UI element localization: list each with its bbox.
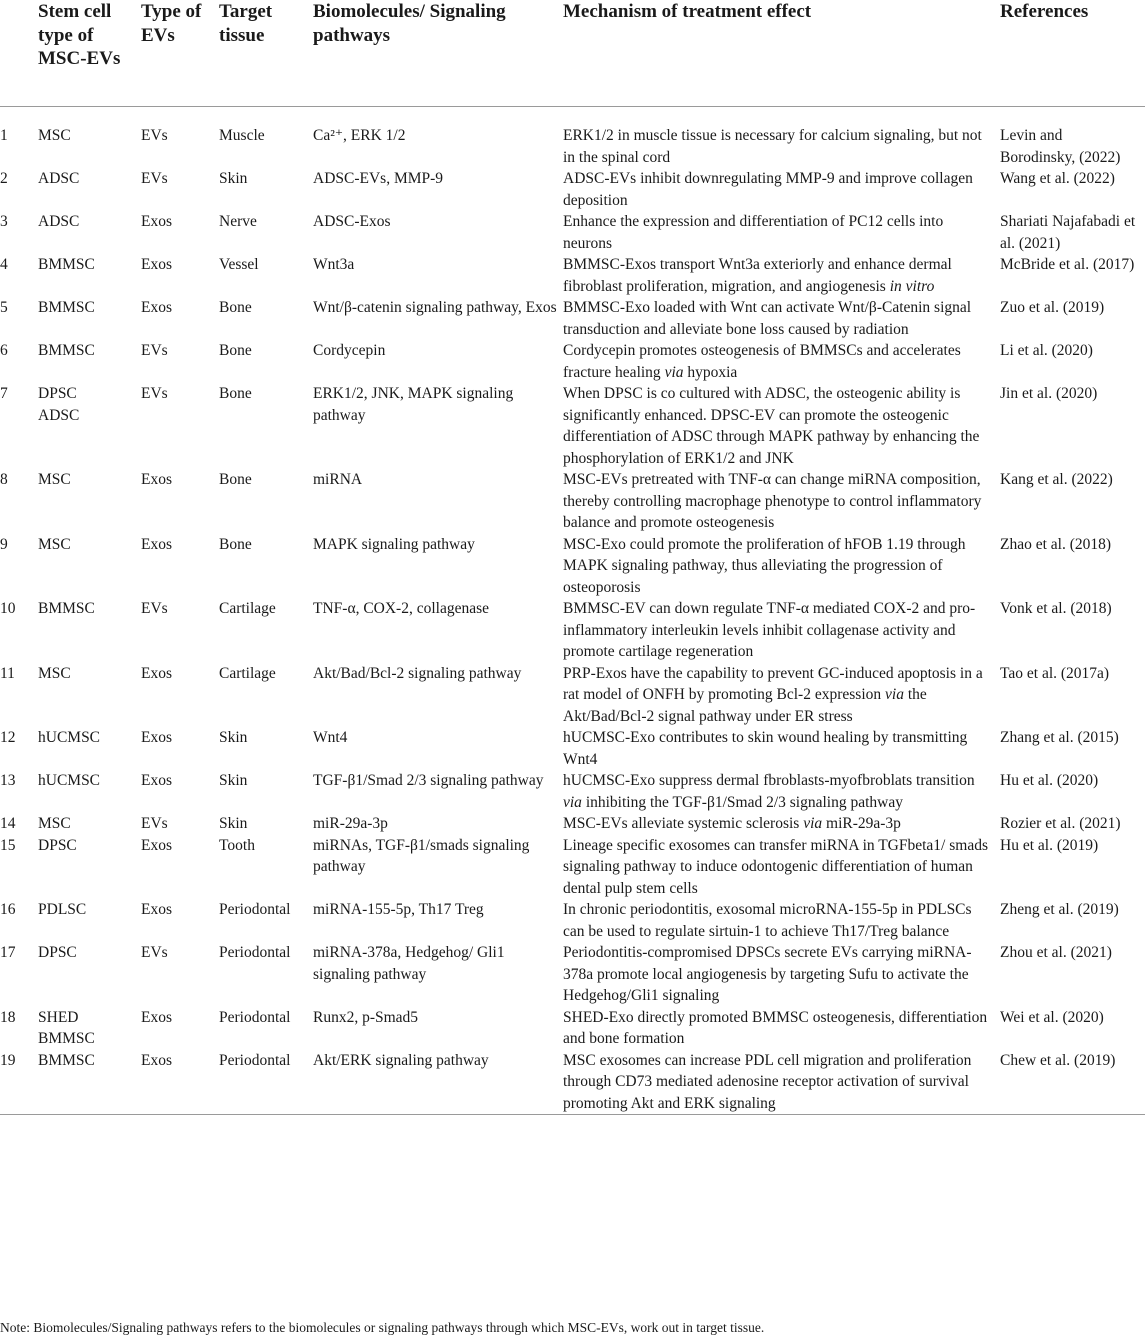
biomolecules: ERK1/2, JNK, MAPK signaling pathway: [313, 385, 514, 424]
stem-cell-line: MSC: [38, 815, 71, 832]
reference: Chew et al. (2019): [1000, 1050, 1145, 1115]
row-number: 3: [0, 213, 8, 230]
row-number: 6: [0, 342, 8, 359]
mechanism: hUCMSC-Exo contributes to skin wound healing by transmitting Wnt4: [563, 729, 968, 768]
table-row: [0, 297, 1145, 340]
target-tissue: Skin: [219, 729, 248, 746]
stem-cell-type: [38, 340, 141, 383]
row-number: 5: [0, 299, 8, 316]
mechanism: BMMSC-Exo loaded with Wnt can activate Wnt/β-Catenin signal transduction and alleviate bone loss caused by radiation: [563, 299, 972, 338]
stem-cell-type: [38, 813, 141, 835]
row-number: 9: [0, 535, 8, 553]
stem-cell-line: hUCMSC: [38, 729, 101, 746]
table-row: [0, 942, 1145, 1007]
biomolecules: Wnt4: [313, 729, 348, 746]
stem-cell-line: DPSC: [38, 385, 77, 402]
ev-type: Exos: [141, 535, 172, 553]
biomolecules: ADSC-EVs, MMP-9: [313, 170, 444, 187]
biomolecules: Wnt/β-catenin signaling pathway, Exos: [313, 299, 557, 316]
reference: Vonk et al. (2018): [1000, 600, 1112, 617]
table-row: [0, 383, 1145, 469]
reference: Zheng et al. (2019): [1000, 901, 1119, 918]
target-tissue: Nerve: [219, 213, 257, 230]
table-row: [0, 663, 1145, 728]
target-tissue: Periodontal: [219, 1050, 313, 1115]
row-number: 12: [0, 729, 16, 746]
reference: Hu et al. (2019): [1000, 836, 1099, 854]
target-tissue: Vessel: [219, 256, 259, 273]
target-tissue: Skin: [219, 170, 248, 187]
stem-cell-type: [38, 254, 141, 297]
mechanism: In chronic periodontitis, exosomal microRNA-155-5p in PDLSCs can be used to regulate sirtuin-1 to achieve Th17/Treg balance: [563, 901, 972, 940]
table-row: [0, 727, 1145, 770]
target-tissue: Bone: [219, 385, 252, 402]
biomolecules: miR-29a-3p: [313, 815, 388, 832]
mechanism: PRP-Exos have the capability to prevent GC-induced apoptosis in a rat model of ONFH by promoting Bcl-2 expression via the Akt/Bad/Bcl-2 signal pathway under ER stress: [563, 664, 983, 725]
table-row: [0, 598, 1145, 663]
ev-type: Exos: [141, 256, 172, 273]
stem-cell-type: [38, 663, 141, 728]
biomolecules: TGF-β1/Smad 2/3 signaling pathway: [313, 772, 544, 789]
stem-cell-line: hUCMSC: [38, 772, 101, 789]
target-tissue: Bone: [219, 299, 252, 316]
row-number: 10: [0, 600, 16, 617]
reference: McBride et al. (2017): [1000, 256, 1135, 273]
stem-cell-line: BMMSC: [38, 600, 95, 617]
biomolecules: Cordycepin: [313, 342, 386, 359]
table-note: Note: Biomolecules/Signaling pathways refers to the biomolecules or signaling pathways through which MSC-EVs, work out in target tissue.: [0, 1320, 765, 1335]
ev-type: Exos: [141, 213, 172, 230]
biomolecules: miRNA-155-5p, Th17 Treg: [313, 901, 484, 918]
stem-cell-line: ADSC: [38, 213, 80, 230]
ev-type: Exos: [141, 1050, 219, 1115]
table-row: [0, 254, 1145, 297]
stem-cell-line: MSC: [38, 535, 71, 553]
stem-cell-type: [38, 942, 141, 1007]
mechanism: BMMSC-Exos transport Wnt3a exteriorly and enhance dermal fibroblast proliferation, migration, and angiogenesis in vitro: [563, 256, 952, 295]
table-row: [0, 813, 1145, 835]
biomolecules: miRNA-378a, Hedgehog/ Gli1 signaling pathway: [313, 944, 505, 983]
stem-cell-type: [38, 469, 141, 534]
ev-type: Exos: [141, 299, 172, 316]
table-row: [0, 534, 1145, 599]
row-number: 4: [0, 256, 8, 273]
biomolecules: Akt/Bad/Bcl-2 signaling pathway: [313, 664, 522, 682]
reference: Zuo et al. (2019): [1000, 299, 1105, 316]
ev-type: Exos: [141, 729, 172, 746]
reference: Zhang et al. (2015): [1000, 729, 1119, 746]
biomolecules: ADSC-Exos: [313, 213, 391, 230]
target-tissue: Bone: [219, 342, 252, 359]
reference: Shariati Najafabadi et al. (2021): [1000, 213, 1136, 252]
ev-type: EVs: [141, 342, 168, 359]
mechanism: Enhance the expression and differentiation of PC12 cells into neurons: [563, 213, 944, 252]
stem-cell-type: [38, 1007, 141, 1050]
mechanism: ERK1/2 in muscle tissue is necessary for calcium signaling, but not in the spinal cord: [563, 127, 982, 166]
ev-type: EVs: [141, 127, 168, 144]
target-tissue: Cartilage: [219, 664, 276, 682]
table-row: [0, 1007, 1145, 1050]
row-number: 1: [0, 127, 8, 144]
row-number: 17: [0, 944, 16, 961]
header-stem-cell-type: Stem cell type of MSC-EVs: [38, 0, 141, 107]
stem-cell-line: BMMSC: [38, 1051, 95, 1069]
row-number: 13: [0, 772, 16, 789]
biomolecules: miRNAs, TGF-β1/smads signaling pathway: [313, 836, 530, 875]
ev-type: EVs: [141, 944, 168, 961]
mechanism: Lineage specific exosomes can transfer miRNA in TGFbeta1/ smads signaling pathway to induce odontogenic differentiation of human dental pulp stem cells: [563, 836, 988, 897]
stem-cell-type: [38, 107, 141, 169]
mechanism: Cordycepin promotes osteogenesis of BMMSCs and accelerates fracture healing via hypoxia: [563, 342, 961, 381]
reference: Wei et al. (2020): [1000, 1008, 1104, 1026]
mechanism: MSC-Exo could promote the proliferation of hFOB 1.19 through MAPK signaling pathway, thus alleviating the progression of osteoporosis: [563, 535, 966, 596]
table-row: [0, 835, 1145, 900]
reference: Kang et al. (2022): [1000, 471, 1113, 488]
target-tissue: Bone: [219, 471, 252, 488]
target-tissue: Skin: [219, 772, 248, 789]
stem-cell-type: [38, 770, 141, 813]
stem-cell-line: BMMSC: [38, 342, 95, 359]
row-number: 19: [0, 1050, 38, 1115]
stem-cell-type: [38, 1050, 141, 1115]
table-body: [0, 107, 1145, 1115]
header-target-tissue: Target tissue: [219, 0, 313, 107]
row-number: 11: [0, 664, 15, 682]
stem-cell-line: DPSC: [38, 944, 77, 961]
ev-type: EVs: [141, 385, 168, 402]
stem-cell-line: PDLSC: [38, 901, 87, 918]
table-row: [0, 107, 1145, 169]
mechanism: MSC-EVs pretreated with TNF-α can change miRNA composition, thereby controlling macrophage phenotype to control inflammatory balance and promote osteogenesis: [563, 471, 982, 531]
table-row: [0, 770, 1145, 813]
table-row: [0, 211, 1145, 254]
target-tissue: Muscle: [219, 127, 265, 144]
table-row: [0, 168, 1145, 211]
ev-type: Exos: [141, 471, 172, 488]
mechanism: ADSC-EVs inhibit downregulating MMP-9 and improve collagen deposition: [563, 170, 973, 209]
ev-type: Exos: [141, 836, 172, 854]
header-type-of-evs: Type of EVs: [141, 0, 219, 107]
reference: Li et al. (2020): [1000, 342, 1093, 359]
stem-cell-line: SHED: [38, 1008, 79, 1026]
header-mechanism: Mechanism of treatment effect: [563, 0, 1000, 107]
mechanism: MSC-EVs alleviate systemic sclerosis via miR-29a-3p: [563, 815, 901, 832]
reference: Wang et al. (2022): [1000, 170, 1115, 187]
mechanism: SHED-Exo directly promoted BMMSC osteogenesis, differentiation and bone formation: [563, 1008, 988, 1047]
reference: Rozier et al. (2021): [1000, 815, 1121, 832]
stem-cell-line: MSC: [38, 127, 71, 144]
biomolecules: miRNA: [313, 471, 363, 488]
ev-type: EVs: [141, 815, 168, 832]
mechanism: Periodontitis-compromised DPSCs secrete EVs carrying miRNA-378a promote local angiogenesis by targeting Sufu to activate the Hedgehog/Gli1 signaling: [563, 944, 972, 1004]
stem-cell-line: MSC: [38, 471, 71, 488]
reference: Zhao et al. (2018): [1000, 535, 1112, 553]
header-num: [0, 0, 38, 107]
biomolecules: Akt/ERK signaling pathway: [313, 1050, 563, 1115]
header-biomolecules: Biomolecules/ Signaling pathways: [313, 0, 563, 107]
row-number: 15: [0, 836, 16, 854]
stem-cell-line: BMMSC: [38, 1030, 95, 1047]
stem-cell-type: [38, 383, 141, 469]
stem-cell-type: [38, 534, 141, 599]
ev-type: Exos: [141, 1008, 172, 1026]
target-tissue: Periodontal: [219, 901, 291, 918]
table-row: [0, 469, 1145, 534]
table-row: [0, 340, 1145, 383]
stem-cell-type: [38, 598, 141, 663]
stem-cell-line: DPSC: [38, 836, 77, 854]
biomolecules: TNF-α, COX-2, collagenase: [313, 600, 489, 617]
header-references: References: [1000, 0, 1145, 107]
target-tissue: Periodontal: [219, 944, 291, 961]
target-tissue: Periodontal: [219, 1008, 291, 1026]
table-row: [0, 1050, 1145, 1115]
mechanism: BMMSC-EV can down regulate TNF-α mediated COX-2 and pro-inflammatory interleukin levels inhibit collagenase activity and promote cartilage regeneration: [563, 600, 976, 660]
biomolecules: Wnt3a: [313, 256, 355, 273]
target-tissue: Skin: [219, 815, 248, 832]
biomolecules: Ca²⁺, ERK 1/2: [313, 127, 406, 144]
mechanism: hUCMSC-Exo suppress dermal fbroblasts-myofbroblats transition via inhibiting the TGF-β1/Smad 2/3 signaling pathway: [563, 772, 975, 811]
ev-type: EVs: [141, 170, 168, 187]
stem-cell-line: ADSC: [38, 170, 80, 187]
biomolecules: Runx2, p-Smad5: [313, 1008, 419, 1026]
row-number: 18: [0, 1008, 16, 1026]
stem-cell-type: [38, 297, 141, 340]
reference: Zhou et al. (2021): [1000, 944, 1112, 961]
biomolecules: MAPK signaling pathway: [313, 535, 475, 553]
stem-cell-type: [38, 899, 141, 942]
reference: Hu et al. (2020): [1000, 772, 1099, 789]
target-tissue: Cartilage: [219, 600, 276, 617]
stem-cell-line: MSC: [38, 664, 71, 682]
reference: Levin and Borodinsky, (2022): [1000, 127, 1121, 166]
mechanism: MSC exosomes can increase PDL cell migration and proliferation through CD73 mediated adenosine receptor activation of survival promoting Akt and ERK signaling: [563, 1050, 1000, 1115]
row-number: 8: [0, 471, 8, 488]
stem-cell-line: BMMSC: [38, 299, 95, 316]
target-tissue: Tooth: [219, 836, 255, 854]
stem-cell-line: ADSC: [38, 406, 80, 424]
ev-type: EVs: [141, 600, 168, 617]
ev-type: Exos: [141, 901, 172, 918]
table-row: [0, 899, 1145, 942]
row-number: 16: [0, 901, 16, 918]
stem-cell-type: [38, 168, 141, 211]
row-number: 2: [0, 170, 8, 187]
stem-cell-type: [38, 211, 141, 254]
reference: Jin et al. (2020): [1000, 385, 1098, 402]
stem-cell-type: [38, 727, 141, 770]
row-number: 7: [0, 385, 8, 402]
mechanism: When DPSC is co cultured with ADSC, the osteogenic ability is significantly enhanced. DPSC-EV can promote the osteogenic differentiation of ADSC through MAPK pathway by enhancing the phosphorylation of ERK1/2 and JNK: [563, 385, 980, 467]
reference: Tao et al. (2017a): [1000, 664, 1110, 682]
target-tissue: Bone: [219, 535, 252, 553]
ev-type: Exos: [141, 664, 172, 682]
stem-cell-line: BMMSC: [38, 256, 95, 273]
row-number: 14: [0, 815, 16, 832]
stem-cell-type: [38, 835, 141, 900]
ev-type: Exos: [141, 772, 172, 789]
table-header: [0, 0, 1145, 107]
